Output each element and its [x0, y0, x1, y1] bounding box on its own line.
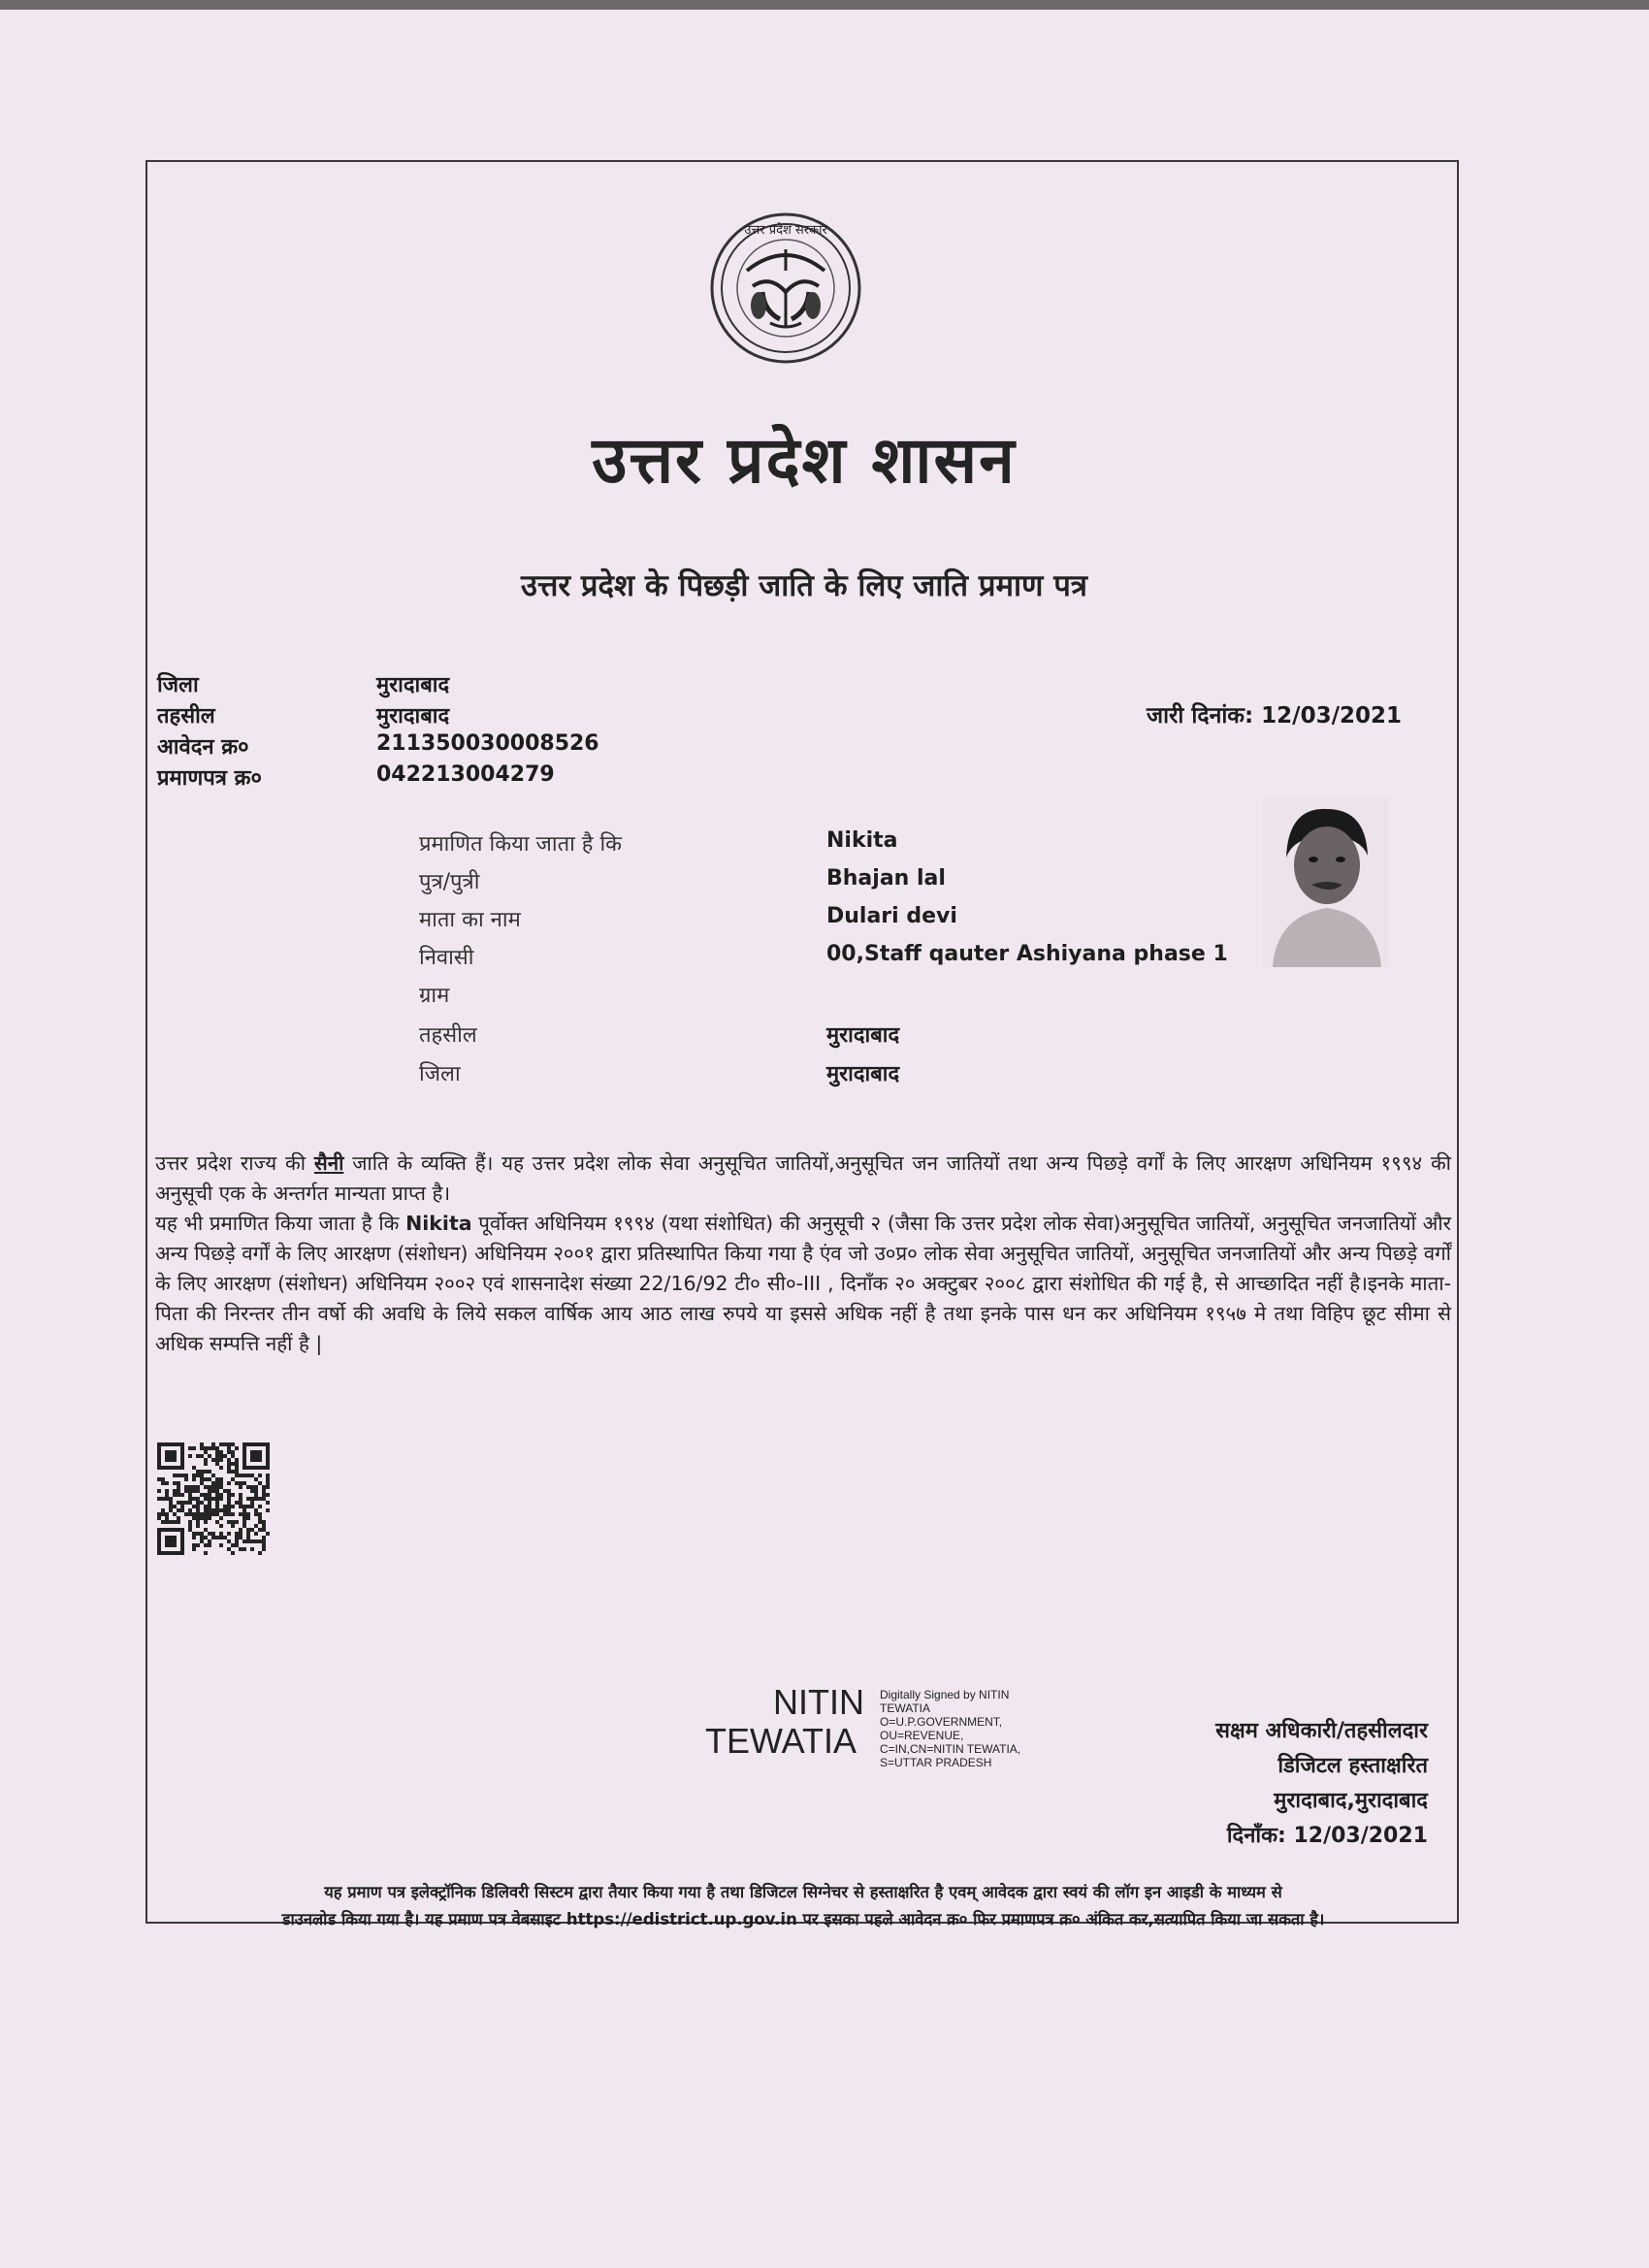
signature-detail-line: O=U.P.GOVERNMENT,: [880, 1715, 1003, 1729]
district-label: जिला: [157, 673, 199, 697]
body-paragraph-2: [155, 1209, 1451, 1359]
tehsil-value: मुरादाबाद: [376, 704, 450, 729]
field-district-label: जिला: [419, 1062, 461, 1086]
field-tehsil-label: तहसील: [419, 1023, 477, 1048]
page-title: उत्तर प्रदेश शासन: [592, 423, 1017, 498]
footer-line-2: डाउनलोड किया गया है। यह प्रमाण पत्र वेबसाइट https://edistrict.up.gov.in पर इसका पहले आवेदन क्र० फिर प्रमाणपत्र क्र० अंकित कर,सत्यापित किया जा सकता है।: [281, 1910, 1325, 1928]
body-p2-rest: पूर्वोक्त अधिनियम १९९४ (यथा संशोधित) की अनुसूची २ (जैसा कि उत्तर प्रदेश लोक सेवा)अनुसूचित जातियों, अनुसूचित जनजातियों और अन्य पिछड़े वर्गों के लिए आरक्षण (संशोधन) अधिनियम २००१ द्वारा प्रतिस्थापित किया गया है एंव जो उ०प्र० लोक सेवा अनुसूचित जातियों, अनुसूचित जनजातियों और अन्य पिछड़े वर्गों के लिए आरक्षण (संशोधन) अधिनियम २००२ एवं शासनादेश संख्या 22/16/92 टी० सी०-III , दिनाँक २० अक्टुबर २००८ द्वारा संशोधित की गई है, से आच्छादित नहीं है।इनके माता-पिता की निरन्तर तीन वर्षो की अवधि के लिये सकल वार्षिक आय आठ लाख रुपये या इससे अधिक नहीं है तथा इनके पास धन कर अधिनियम १९५७ मे तथा विहिप छूट सीमा से अधिक सम्पत्ति नहीं है |: [155, 1212, 1451, 1355]
certificate-body: [155, 1149, 1451, 1359]
authority-location: मुरादाबाद,मुरादाबाद: [1274, 1789, 1428, 1813]
issuing-authority: [1117, 1714, 1428, 1854]
body-paragraph-1: [155, 1149, 1451, 1209]
signature-detail-line: S=UTTAR PRADESH: [880, 1756, 992, 1769]
signature-detail-line: C=IN,CN=NITIN TEWATIA,: [880, 1742, 1021, 1756]
footer-note: [155, 1879, 1451, 1933]
applicant-photo: [1263, 797, 1389, 967]
issue-date: [1147, 698, 1402, 729]
body-p1-rest: जाति के व्यक्ति हैं। यह उत्तर प्रदेश लोक सेवा अनुसूचित जातियों,अनुसूचित जन जातियों तथा अन्य पिछड़े वर्गों के लिए आरक्षण अधिनियम १९९४ की अनुसूची एक के अन्तर्गत मान्यता प्राप्त है।: [155, 1151, 1451, 1205]
field-tehsil-value: मुरादाबाद: [826, 1023, 900, 1048]
parent-label: पुत्र/पुत्री: [419, 870, 480, 894]
footer-line-1: यह प्रमाण पत्र इलेक्ट्रॉनिक डिलिवरी सिस्टम द्वारा तैयार किया गया है तथा डिजिटल सिग्नेचर से हस्ताक्षरित है एवम् आवेदक द्वारा स्वयं की लॉग इन आइडी के माध्यम से: [324, 1883, 1282, 1901]
issue-date-label: जारी दिनांक:: [1147, 703, 1254, 729]
mother-name: Dulari devi: [826, 904, 957, 928]
applicant-name: Nikita: [826, 828, 898, 853]
signer-first-name: NITIN: [773, 1682, 864, 1722]
signature-detail-line: OU=REVENUE,: [880, 1729, 964, 1742]
resident-label: निवासी: [419, 946, 474, 970]
authority-digital-signed: डिजिटल हस्ताक्षरित: [1277, 1754, 1428, 1778]
emblem-text: उत्तर प्रदेश सरकार: [744, 223, 827, 238]
resident-address: 00,Staff qauter Ashiyana phase 1: [826, 942, 1228, 966]
body-applicant-name: Nikita: [405, 1212, 472, 1235]
digital-signature: [705, 1680, 1132, 1787]
issue-date-value: 12/03/2021: [1261, 703, 1402, 729]
certificate-subtitle: उत्तर प्रदेश के पिछड़ी जाति के लिए जाति प्रमाण पत्र: [521, 568, 1087, 603]
field-district-value: मुरादाबाद: [826, 1062, 900, 1086]
certify-label: प्रमाणित किया जाता है कि: [419, 832, 623, 857]
signer-last-name: TEWATIA: [705, 1721, 857, 1761]
certificate-number-label: प्रमाणपत्र क्र०: [157, 766, 262, 791]
mother-label: माता का नाम: [419, 908, 521, 932]
certificate-number-value: 042213004279: [376, 762, 555, 787]
signature-detail-line: Digitally Signed by NITIN: [880, 1688, 1010, 1701]
body-p2-start: यह भी प्रमाणित किया जाता है कि: [155, 1212, 406, 1235]
tehsil-label: तहसील: [157, 704, 215, 729]
caste-certificate: [146, 160, 1459, 1928]
authority-designation: सक्षम अधिकारी/तहसीलदार: [1215, 1719, 1428, 1743]
parent-name: Bhajan lal: [826, 866, 946, 891]
caste-name: सैनी: [313, 1151, 344, 1175]
verification-qr-code[interactable]: [157, 1442, 270, 1555]
district-value: मुरादाबाद: [376, 673, 450, 697]
authority-date: दिनाँक: 12/03/2021: [1226, 1824, 1428, 1848]
application-number-value: 211350030008526: [376, 731, 599, 756]
signature-details: [880, 1688, 1103, 1769]
up-state-emblem-icon: [708, 211, 863, 366]
body-p1-start: उत्तर प्रदेश राज्य की: [155, 1151, 314, 1175]
village-label: ग्राम: [419, 984, 450, 1008]
scan-top-edge: [0, 0, 1649, 10]
signature-detail-line: TEWATIA: [880, 1701, 930, 1715]
application-number-label: आवेदन क्र०: [157, 735, 249, 760]
